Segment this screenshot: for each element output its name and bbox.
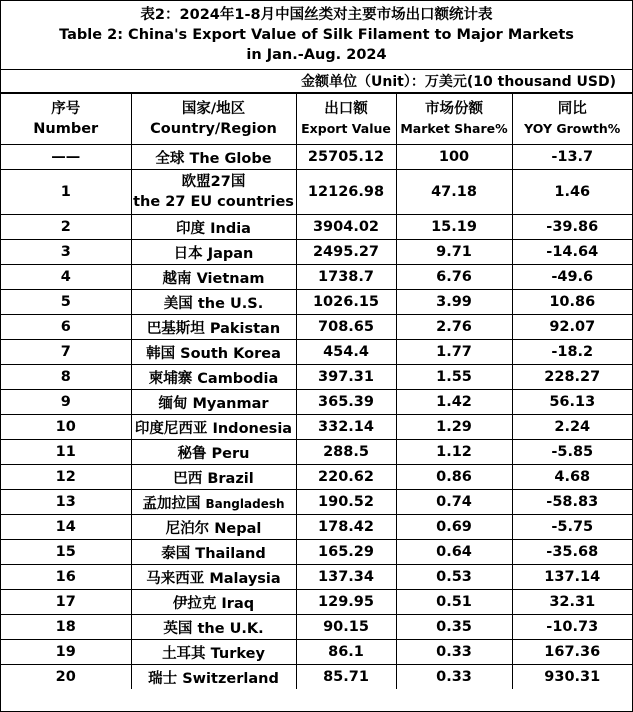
- cell-export-value: 3904.02: [296, 215, 396, 240]
- region-label: 土耳其 Turkey: [162, 645, 265, 662]
- region-label: 缅甸 Myanmar: [158, 395, 269, 412]
- cell-yoy-growth: 167.36: [512, 640, 632, 665]
- cell-region: [131, 590, 296, 615]
- table-row: [1, 145, 632, 170]
- header-row: [1, 94, 632, 145]
- region-label: 柬埔寨 Cambodia: [148, 370, 279, 387]
- region-label: 巴西 Brazil: [173, 470, 254, 487]
- region-label: 马来西亚 Malaysia: [146, 570, 281, 587]
- cell-region: [131, 290, 296, 315]
- cell-yoy-growth: 228.27: [512, 365, 632, 390]
- header-yoy: 同比 YOY Growth%: [512, 94, 632, 145]
- cell-region: [131, 240, 296, 265]
- table-row: [1, 265, 632, 290]
- cell-market-share: 0.53: [396, 565, 512, 590]
- cell-number: 9: [1, 390, 131, 415]
- title-en-line1: Table 2: China's Export Value of Silk Filament to Major Markets: [59, 27, 574, 43]
- cell-market-share: 0.86: [396, 465, 512, 490]
- title-zh: 表2：2024年1-8月中国丝类对主要市场出口额统计表: [140, 7, 493, 23]
- cell-region: [131, 440, 296, 465]
- cell-yoy-growth: -58.83: [512, 490, 632, 515]
- cell-region: [131, 340, 296, 365]
- table-row: [1, 240, 632, 265]
- table-row: [1, 290, 632, 315]
- cell-number: 19: [1, 640, 131, 665]
- region-label: 日本 Japan: [173, 245, 254, 262]
- cell-market-share: 100: [396, 145, 512, 170]
- cell-yoy-growth: -14.64: [512, 240, 632, 265]
- cell-region: [131, 215, 296, 240]
- cell-number: 5: [1, 290, 131, 315]
- cell-region: [131, 170, 296, 215]
- cell-yoy-growth: 92.07: [512, 315, 632, 340]
- cell-market-share: 1.55: [396, 365, 512, 390]
- cell-yoy-growth: 930.31: [512, 665, 632, 690]
- table-row: [1, 490, 632, 515]
- cell-market-share: 3.99: [396, 290, 512, 315]
- table-row: [1, 215, 632, 240]
- cell-yoy-growth: -5.75: [512, 515, 632, 540]
- region-label: 美国 the U.S.: [163, 295, 264, 312]
- cell-market-share: 9.71: [396, 240, 512, 265]
- cell-number: 2: [1, 215, 131, 240]
- export-table: [1, 93, 632, 689]
- cell-market-share: 0.74: [396, 490, 512, 515]
- cell-number: 18: [1, 615, 131, 640]
- unit-label: 金额单位（Unit）：万美元(10 thousand USD): [1, 69, 632, 93]
- region-label-en: Bangladesh: [205, 496, 285, 511]
- region-label: 越南 Vietnam: [162, 270, 265, 287]
- cell-export-value: 90.15: [296, 615, 396, 640]
- cell-number: 12: [1, 465, 131, 490]
- table-row: [1, 515, 632, 540]
- region-label: 巴基斯坦 Pakistan: [146, 320, 281, 337]
- cell-number: 17: [1, 590, 131, 615]
- table-row: [1, 315, 632, 340]
- cell-yoy-growth: 10.86: [512, 290, 632, 315]
- cell-region: [131, 515, 296, 540]
- cell-export-value: 86.1: [296, 640, 396, 665]
- cell-market-share: 1.77: [396, 340, 512, 365]
- table-row: [1, 440, 632, 465]
- cell-export-value: 129.95: [296, 590, 396, 615]
- cell-yoy-growth: 2.24: [512, 415, 632, 440]
- table-row: [1, 415, 632, 440]
- cell-export-value: 332.14: [296, 415, 396, 440]
- cell-region: [131, 315, 296, 340]
- cell-market-share: 6.76: [396, 265, 512, 290]
- cell-market-share: 15.19: [396, 215, 512, 240]
- region-label: 印度尼西亚 Indonesia: [134, 420, 293, 437]
- cell-region: [131, 490, 296, 515]
- table-body: [1, 145, 632, 690]
- cell-yoy-growth: -35.68: [512, 540, 632, 565]
- cell-market-share: 2.76: [396, 315, 512, 340]
- cell-number: 10: [1, 415, 131, 440]
- table-title: [1, 1, 632, 69]
- cell-yoy-growth: 137.14: [512, 565, 632, 590]
- cell-export-value: 1738.7: [296, 265, 396, 290]
- table-row: [1, 565, 632, 590]
- region-label: 欧盟27国: [181, 174, 246, 190]
- table-row: [1, 665, 632, 690]
- table-row: [1, 465, 632, 490]
- table-row: [1, 540, 632, 565]
- cell-market-share: 1.42: [396, 390, 512, 415]
- cell-export-value: 1026.15: [296, 290, 396, 315]
- table-row: [1, 390, 632, 415]
- cell-market-share: 0.51: [396, 590, 512, 615]
- cell-yoy-growth: -49.6: [512, 265, 632, 290]
- cell-number: ——: [1, 145, 131, 170]
- cell-number: 3: [1, 240, 131, 265]
- cell-region: [131, 665, 296, 690]
- region-label: 韩国 South Korea: [146, 345, 281, 362]
- cell-number: 11: [1, 440, 131, 465]
- cell-market-share: 47.18: [396, 170, 512, 215]
- cell-export-value: 85.71: [296, 665, 396, 690]
- header-number: 序号 Number: [1, 94, 131, 145]
- region-label: 尼泊尔 Nepal: [165, 520, 262, 537]
- table-row: [1, 365, 632, 390]
- cell-market-share: 0.35: [396, 615, 512, 640]
- cell-export-value: 25705.12: [296, 145, 396, 170]
- title-en-line2: in Jan.-Aug. 2024: [246, 47, 387, 63]
- header-region: 国家/地区 Country/Region: [131, 94, 296, 145]
- cell-export-value: 2495.27: [296, 240, 396, 265]
- cell-region: [131, 265, 296, 290]
- cell-export-value: 12126.98: [296, 170, 396, 215]
- cell-yoy-growth: -5.85: [512, 440, 632, 465]
- cell-number: 13: [1, 490, 131, 515]
- cell-market-share: 0.33: [396, 640, 512, 665]
- cell-number: 20: [1, 665, 131, 690]
- cell-yoy-growth: -39.86: [512, 215, 632, 240]
- cell-number: 8: [1, 365, 131, 390]
- cell-region: [131, 415, 296, 440]
- cell-region: [131, 145, 296, 170]
- cell-export-value: 137.34: [296, 565, 396, 590]
- cell-region: [131, 615, 296, 640]
- cell-export-value: 220.62: [296, 465, 396, 490]
- cell-export-value: 288.5: [296, 440, 396, 465]
- cell-yoy-growth: 1.46: [512, 170, 632, 215]
- table-row: [1, 640, 632, 665]
- cell-export-value: 178.42: [296, 515, 396, 540]
- region-label: 孟加拉国: [142, 495, 201, 512]
- cell-market-share: 1.29: [396, 415, 512, 440]
- region-label-en: the 27 EU countries: [133, 194, 294, 210]
- table-row: [1, 615, 632, 640]
- region-label: 秘鲁 Peru: [177, 445, 250, 462]
- cell-market-share: 0.33: [396, 665, 512, 690]
- cell-export-value: 454.4: [296, 340, 396, 365]
- cell-yoy-growth: -10.73: [512, 615, 632, 640]
- header-share: 市场份额 Market Share%: [396, 94, 512, 145]
- header-value: 出口额 Export Value: [296, 94, 396, 145]
- cell-region: [131, 565, 296, 590]
- cell-export-value: 190.52: [296, 490, 396, 515]
- cell-export-value: 365.39: [296, 390, 396, 415]
- cell-market-share: 0.64: [396, 540, 512, 565]
- cell-export-value: 397.31: [296, 365, 396, 390]
- region-label: 伊拉克 Iraq: [172, 595, 255, 612]
- table-row: [1, 340, 632, 365]
- region-label: 全球 The Globe: [155, 150, 272, 167]
- cell-yoy-growth: 56.13: [512, 390, 632, 415]
- cell-region: [131, 390, 296, 415]
- cell-region: [131, 540, 296, 565]
- cell-region: [131, 465, 296, 490]
- cell-yoy-growth: 4.68: [512, 465, 632, 490]
- region-label: 泰国 Thailand: [161, 545, 266, 562]
- table-row: [1, 170, 632, 215]
- cell-number: 6: [1, 315, 131, 340]
- cell-export-value: 165.29: [296, 540, 396, 565]
- cell-number: 15: [1, 540, 131, 565]
- cell-number: 4: [1, 265, 131, 290]
- cell-number: 14: [1, 515, 131, 540]
- table-row: [1, 590, 632, 615]
- cell-yoy-growth: -13.7: [512, 145, 632, 170]
- region-label: 英国 the U.K.: [163, 620, 264, 637]
- region-label: 瑞士 Switzerland: [148, 670, 279, 687]
- cell-yoy-growth: 32.31: [512, 590, 632, 615]
- cell-region: [131, 640, 296, 665]
- region-label: 印度 India: [176, 220, 251, 237]
- cell-number: 7: [1, 340, 131, 365]
- cell-yoy-growth: -18.2: [512, 340, 632, 365]
- cell-region: [131, 365, 296, 390]
- cell-market-share: 0.69: [396, 515, 512, 540]
- cell-number: 1: [1, 170, 131, 215]
- cell-number: 16: [1, 565, 131, 590]
- cell-market-share: 1.12: [396, 440, 512, 465]
- cell-export-value: 708.65: [296, 315, 396, 340]
